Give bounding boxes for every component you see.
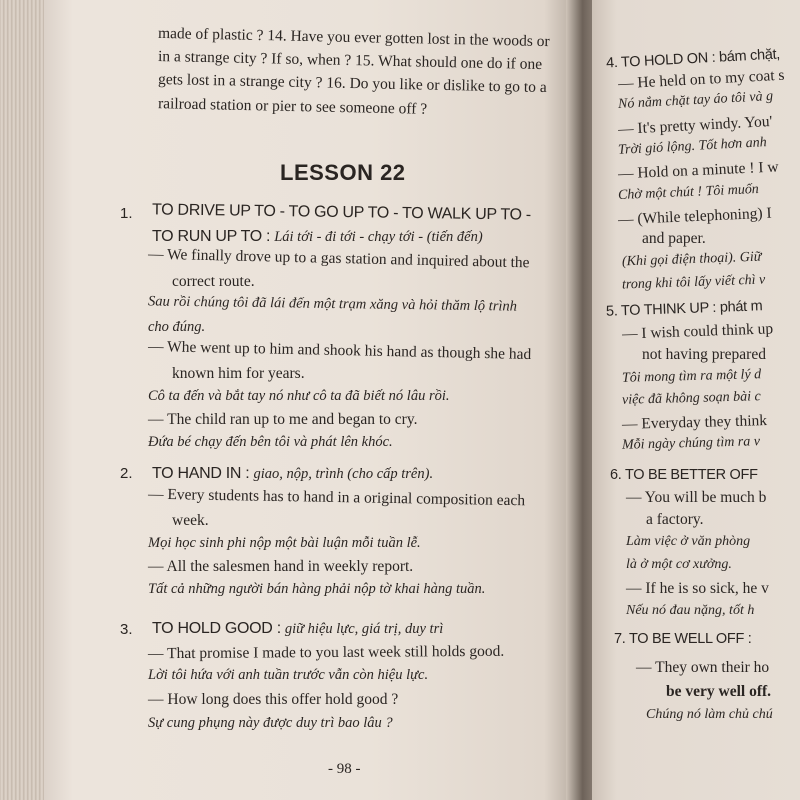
translation: Mọi học sinh phi nộp một bài luận mỗi tuần lễ. [148, 535, 421, 551]
page-number: - 98 - [328, 761, 361, 777]
translation: cho đúng. [148, 319, 206, 335]
translation: (Khi gọi điện thoại). Giữ [621, 249, 762, 270]
item-number: 1. [120, 205, 133, 222]
example-sentence: — How long does this offer hold good ? [148, 691, 399, 708]
example-sentence: — I wish could think up [621, 320, 774, 343]
example-sentence: — They own their ho [636, 659, 770, 676]
example-sentence: — We finally drove up to a gas station and inquired about the [147, 245, 530, 272]
item-number: 2. [120, 465, 133, 482]
translation: Nó nắm chặt tay áo tôi và g [617, 88, 774, 113]
intro-line: in a strange city ? If so, when ? 15. What should one do if one [157, 47, 543, 74]
translation: trong khi tôi lấy viết chì v [621, 272, 766, 293]
item-heading: TO HOLD GOOD : [152, 620, 281, 637]
example-sentence: a factory. [646, 511, 704, 528]
item-heading: 5. TO THINK UP : phát m [605, 298, 763, 320]
example-sentence: correct route. [172, 273, 255, 290]
translation: Đứa bé chạy đến bên tôi và phát lên khóc. [148, 434, 393, 450]
example-sentence: — (While telephoning) I [617, 204, 772, 229]
example-sentence: — Everyday they think [621, 412, 768, 433]
example-sentence: known him for years. [172, 365, 305, 382]
example-sentence: — Whe went up to him and shook his hand as though she had [147, 337, 532, 364]
item-meaning: Lái tới - đi tới - chạy tới - (tiến đến) [274, 229, 483, 245]
lesson-title: LESSON 22 [280, 160, 406, 185]
item-heading-row [152, 465, 433, 483]
example-sentence: week. [172, 512, 209, 529]
translation: Làm việc ở văn phòng [626, 534, 751, 549]
translation: là ở một cơ xưởng. [626, 557, 732, 572]
intro-line: gets lost in a strange city ? 16. Do you like or dislike to go to a [157, 70, 547, 97]
translation: Mỗi ngày chúng tìm ra v [621, 434, 761, 453]
intro-line: made of plastic ? 14. Have you ever gotten lost in the woods or [157, 24, 550, 51]
translation: Tôi mong tìm ra một lý d [621, 367, 762, 386]
example-sentence: — You will be much b [626, 489, 767, 506]
item-heading: TO RUN UP TO : [152, 228, 271, 245]
intro-line: railroad station or pier to see someone off ? [157, 95, 428, 118]
item-heading: 7. TO BE WELL OFF : [614, 631, 752, 647]
translation: Tất cả những người bán hàng phải nộp tờ khai hàng tuần. [148, 581, 486, 597]
translation: Sau rồi chúng tôi đã lái đến một trạm xăng và hỏi thăm lộ trình [147, 293, 518, 315]
item-meaning: giữ hiệu lực, giá trị, duy trì [284, 621, 444, 637]
item-heading-row [152, 620, 443, 638]
example-sentence: — He held on to my coat s [617, 66, 785, 93]
item-heading: 4. TO HOLD ON : bám chặt, [605, 46, 781, 72]
item-heading: TO HAND IN : [152, 465, 250, 482]
item-heading-row [152, 228, 483, 246]
translation: Cô ta đến và bắt tay nó như cô ta đã biết nó lâu rồi. [148, 388, 450, 404]
example-sentence: — The child ran up to me and began to cry. [148, 411, 418, 428]
translation: Lời tôi hứa với anh tuần trước vẫn còn hiệu lực. [148, 667, 429, 683]
translation: Sự cung phụng này được duy trì bao lâu ? [148, 715, 393, 731]
item-number: 3. [120, 621, 133, 638]
example-sentence: and paper. [642, 230, 706, 247]
left-page [40, 0, 588, 800]
example-sentence: — It's pretty windy. You' [617, 112, 773, 139]
example-sentence: — Every students has to hand in a original composition each [147, 485, 526, 510]
page-stack-edge [0, 0, 44, 800]
translation: Trời gió lộng. Tốt hơn anh [617, 135, 768, 158]
right-page [592, 0, 800, 800]
item-heading: TO DRIVE UP TO - TO GO UP TO - TO WALK UP TO - [151, 201, 532, 224]
example-sentence: be very well off. [666, 683, 772, 700]
example-sentence: — If he is so sick, he v [626, 580, 769, 597]
translation: Nếu nó đau nặng, tốt h [626, 603, 755, 618]
example-sentence: — Hold on a minute ! I w [617, 158, 779, 183]
example-sentence: not having prepared [642, 346, 766, 363]
example-sentence: — That promise I made to you last week still holds good. [147, 642, 505, 663]
translation: Chúng nó làm chủ chú [646, 707, 773, 722]
translation: việc đã không soạn bài c [621, 389, 761, 408]
translation: Chờ một chút ! Tôi muốn [617, 181, 760, 204]
example-sentence: — All the salesmen hand in weekly report. [148, 558, 414, 575]
item-heading: 6. TO BE BETTER OFF [610, 467, 758, 483]
item-meaning: giao, nộp, trình (cho cấp trên). [253, 466, 434, 482]
